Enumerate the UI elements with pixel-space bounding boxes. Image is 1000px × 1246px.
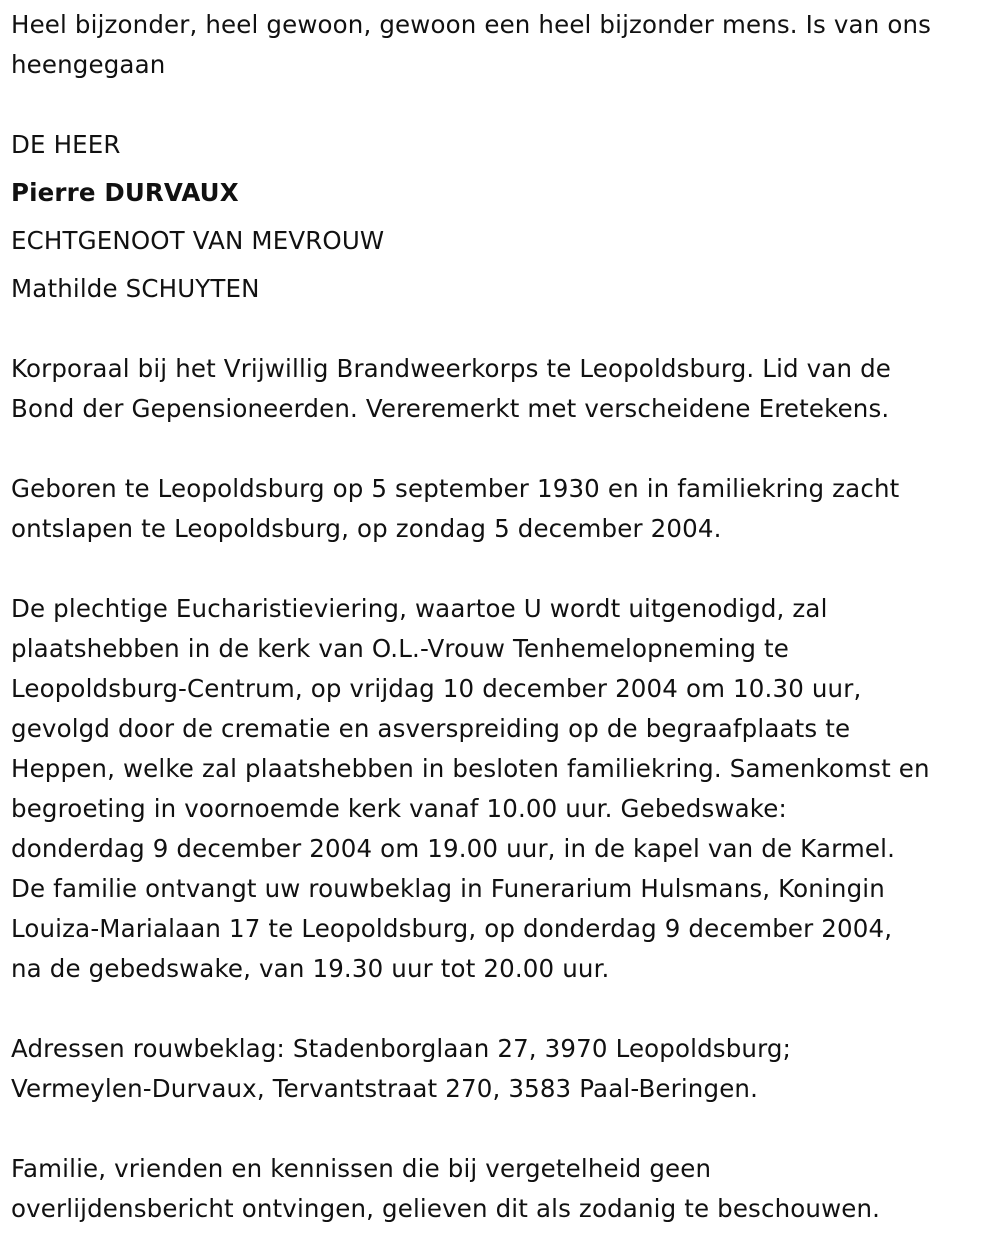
address-line: Adressen rouwbeklag: Stadenborglaan 27, 3970 Leopoldsburg; [11, 1034, 791, 1063]
closing-paragraph [11, 1149, 996, 1229]
paragraph-spacer [11, 429, 996, 469]
birth-death-paragraph [11, 469, 996, 549]
intro-line: heengegaan [11, 50, 166, 79]
line-spacer [11, 165, 996, 173]
ceremony-line: na de gebedswake, van 19.30 uur tot 20.00 uur. [11, 954, 610, 983]
line-spacer [11, 213, 996, 221]
ceremony-line: Leopoldsburg-Centrum, op vrijdag 10 december 2004 om 10.30 uur, [11, 674, 862, 703]
bio-line: Korporaal bij het Vrijwillig Brandweerkorps te Leopoldsburg. Lid van de [11, 354, 892, 383]
ceremony-line: donderdag 9 december 2004 om 19.00 uur, in de kapel van de Karmel. [11, 834, 896, 863]
addresses-paragraph [11, 1029, 996, 1109]
paragraph-spacer [11, 85, 996, 125]
intro-paragraph [11, 5, 996, 85]
closing-line: overlijdensbericht ontvingen, gelieven dit als zodanig te beschouwen. [11, 1194, 881, 1223]
ceremony-line: Louiza-Marialaan 17 te Leopoldsburg, op donderdag 9 december 2004, [11, 914, 893, 943]
ceremony-line: De plechtige Eucharistieviering, waartoe U wordt uitgenodigd, zal [11, 594, 828, 623]
ceremony-paragraph [11, 589, 996, 989]
paragraph-spacer [11, 989, 996, 1029]
ceremony-line: De familie ontvangt uw rouwbeklag in Funerarium Hulsmans, Koningin [11, 874, 885, 903]
address-line: Vermeylen-Durvaux, Tervantstraat 270, 3583 Paal-Beringen. [11, 1074, 759, 1103]
spouse-name: Mathilde SCHUYTEN [11, 274, 260, 303]
paragraph-spacer [11, 309, 996, 349]
bio-paragraph [11, 349, 996, 429]
ceremony-line: Heppen, welke zal plaatshebben in besloten familiekring. Samenkomst en [11, 754, 930, 783]
birth-death-line: Geboren te Leopoldsburg op 5 september 1930 en in familiekring zacht [11, 474, 900, 503]
deceased-name: Pierre DURVAUX [11, 178, 239, 207]
ceremony-line: plaatshebben in de kerk van O.L.-Vrouw Tenhemelopneming te [11, 634, 790, 663]
birth-death-line: ontslapen te Leopoldsburg, op zondag 5 december 2004. [11, 514, 722, 543]
paragraph-spacer [11, 1109, 996, 1149]
bio-line: Bond der Gepensioneerden. Vereremerkt met verscheidene Eretekens. [11, 394, 890, 423]
ceremony-line: gevolgd door de crematie en asverspreiding op de begraafplaats te [11, 714, 851, 743]
honorific-title: DE HEER [11, 130, 121, 159]
relation-line: ECHTGENOOT VAN MEVROUW [11, 226, 385, 255]
ceremony-line: begroeting in voornoemde kerk vanaf 10.00 uur. Gebedswake: [11, 794, 787, 823]
line-spacer [11, 261, 996, 269]
closing-line: Familie, vrienden en kennissen die bij vergetelheid geen [11, 1154, 712, 1183]
obituary-document [11, 5, 996, 1229]
intro-line: Heel bijzonder, heel gewoon, gewoon een heel bijzonder mens. Is van ons [11, 10, 932, 39]
paragraph-spacer [11, 549, 996, 589]
